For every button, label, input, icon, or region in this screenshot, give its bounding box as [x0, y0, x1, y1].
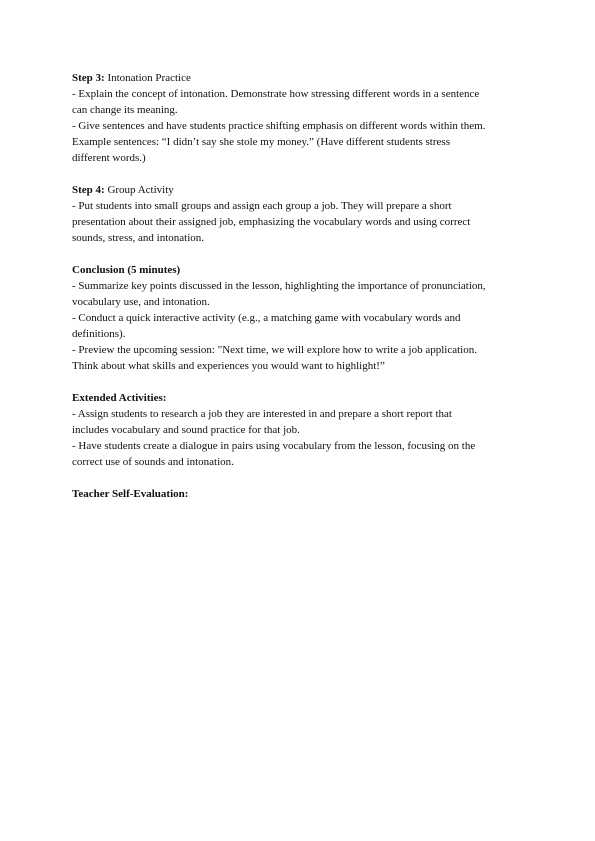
step-4-title: Group Activity: [104, 184, 174, 196]
step-3-title: Intonation Practice: [104, 72, 191, 84]
extended-activities-section: [72, 390, 532, 470]
teacher-self-evaluation-section: [72, 486, 532, 502]
document-body: [72, 70, 532, 518]
step-3-section: [72, 70, 532, 166]
conclusion-line: - Preview the upcoming session: "Next time, we will explore how to write a job application.: [72, 344, 477, 356]
step-4-heading: [72, 182, 532, 198]
extended-activities-line: correct use of sounds and intonation.: [72, 456, 234, 468]
conclusion-line: Think about what skills and experiences you would want to highlight!”: [72, 360, 385, 372]
conclusion-line: vocabulary use, and intonation.: [72, 296, 210, 308]
conclusion-line: definitions).: [72, 328, 126, 340]
extended-activities-line: - Assign students to research a job they are interested in and prepare a short report that: [72, 408, 452, 420]
step-3-line: - Explain the concept of intonation. Demonstrate how stressing different words in a sentence: [72, 88, 480, 100]
extended-activities-line: includes vocabulary and sound practice for that job.: [72, 424, 300, 436]
teacher-self-evaluation-heading: Teacher Self-Evaluation:: [72, 488, 189, 500]
step-4-label: Step 4:: [72, 184, 105, 196]
step-4-section: [72, 182, 532, 246]
conclusion-line: - Summarize key points discussed in the lesson, highlighting the importance of pronunciation,: [72, 280, 486, 292]
step-3-line: Example sentences: “I didn’t say she stole my money.” (Have different students stress: [72, 136, 450, 148]
conclusion-line: - Conduct a quick interactive activity (e.g., a matching game with vocabulary words and: [72, 312, 461, 324]
extended-activities-line: - Have students create a dialogue in pairs using vocabulary from the lesson, focusing on the: [72, 440, 476, 452]
extended-activities-heading: Extended Activities:: [72, 392, 167, 404]
step-3-heading: [72, 70, 532, 86]
conclusion-section: [72, 262, 532, 374]
step-4-line: presentation about their assigned job, emphasizing the vocabulary words and using correct: [72, 216, 471, 228]
step-3-label: Step 3:: [72, 72, 105, 84]
step-3-line: can change its meaning.: [72, 104, 178, 116]
conclusion-heading: Conclusion (5 minutes): [72, 264, 181, 276]
step-3-line: different words.): [72, 152, 146, 164]
step-3-line: - Give sentences and have students practice shifting emphasis on different words within them.: [72, 120, 486, 132]
step-4-line: sounds, stress, and intonation.: [72, 232, 204, 244]
step-4-line: - Put students into small groups and assign each group a job. They will prepare a short: [72, 200, 452, 212]
